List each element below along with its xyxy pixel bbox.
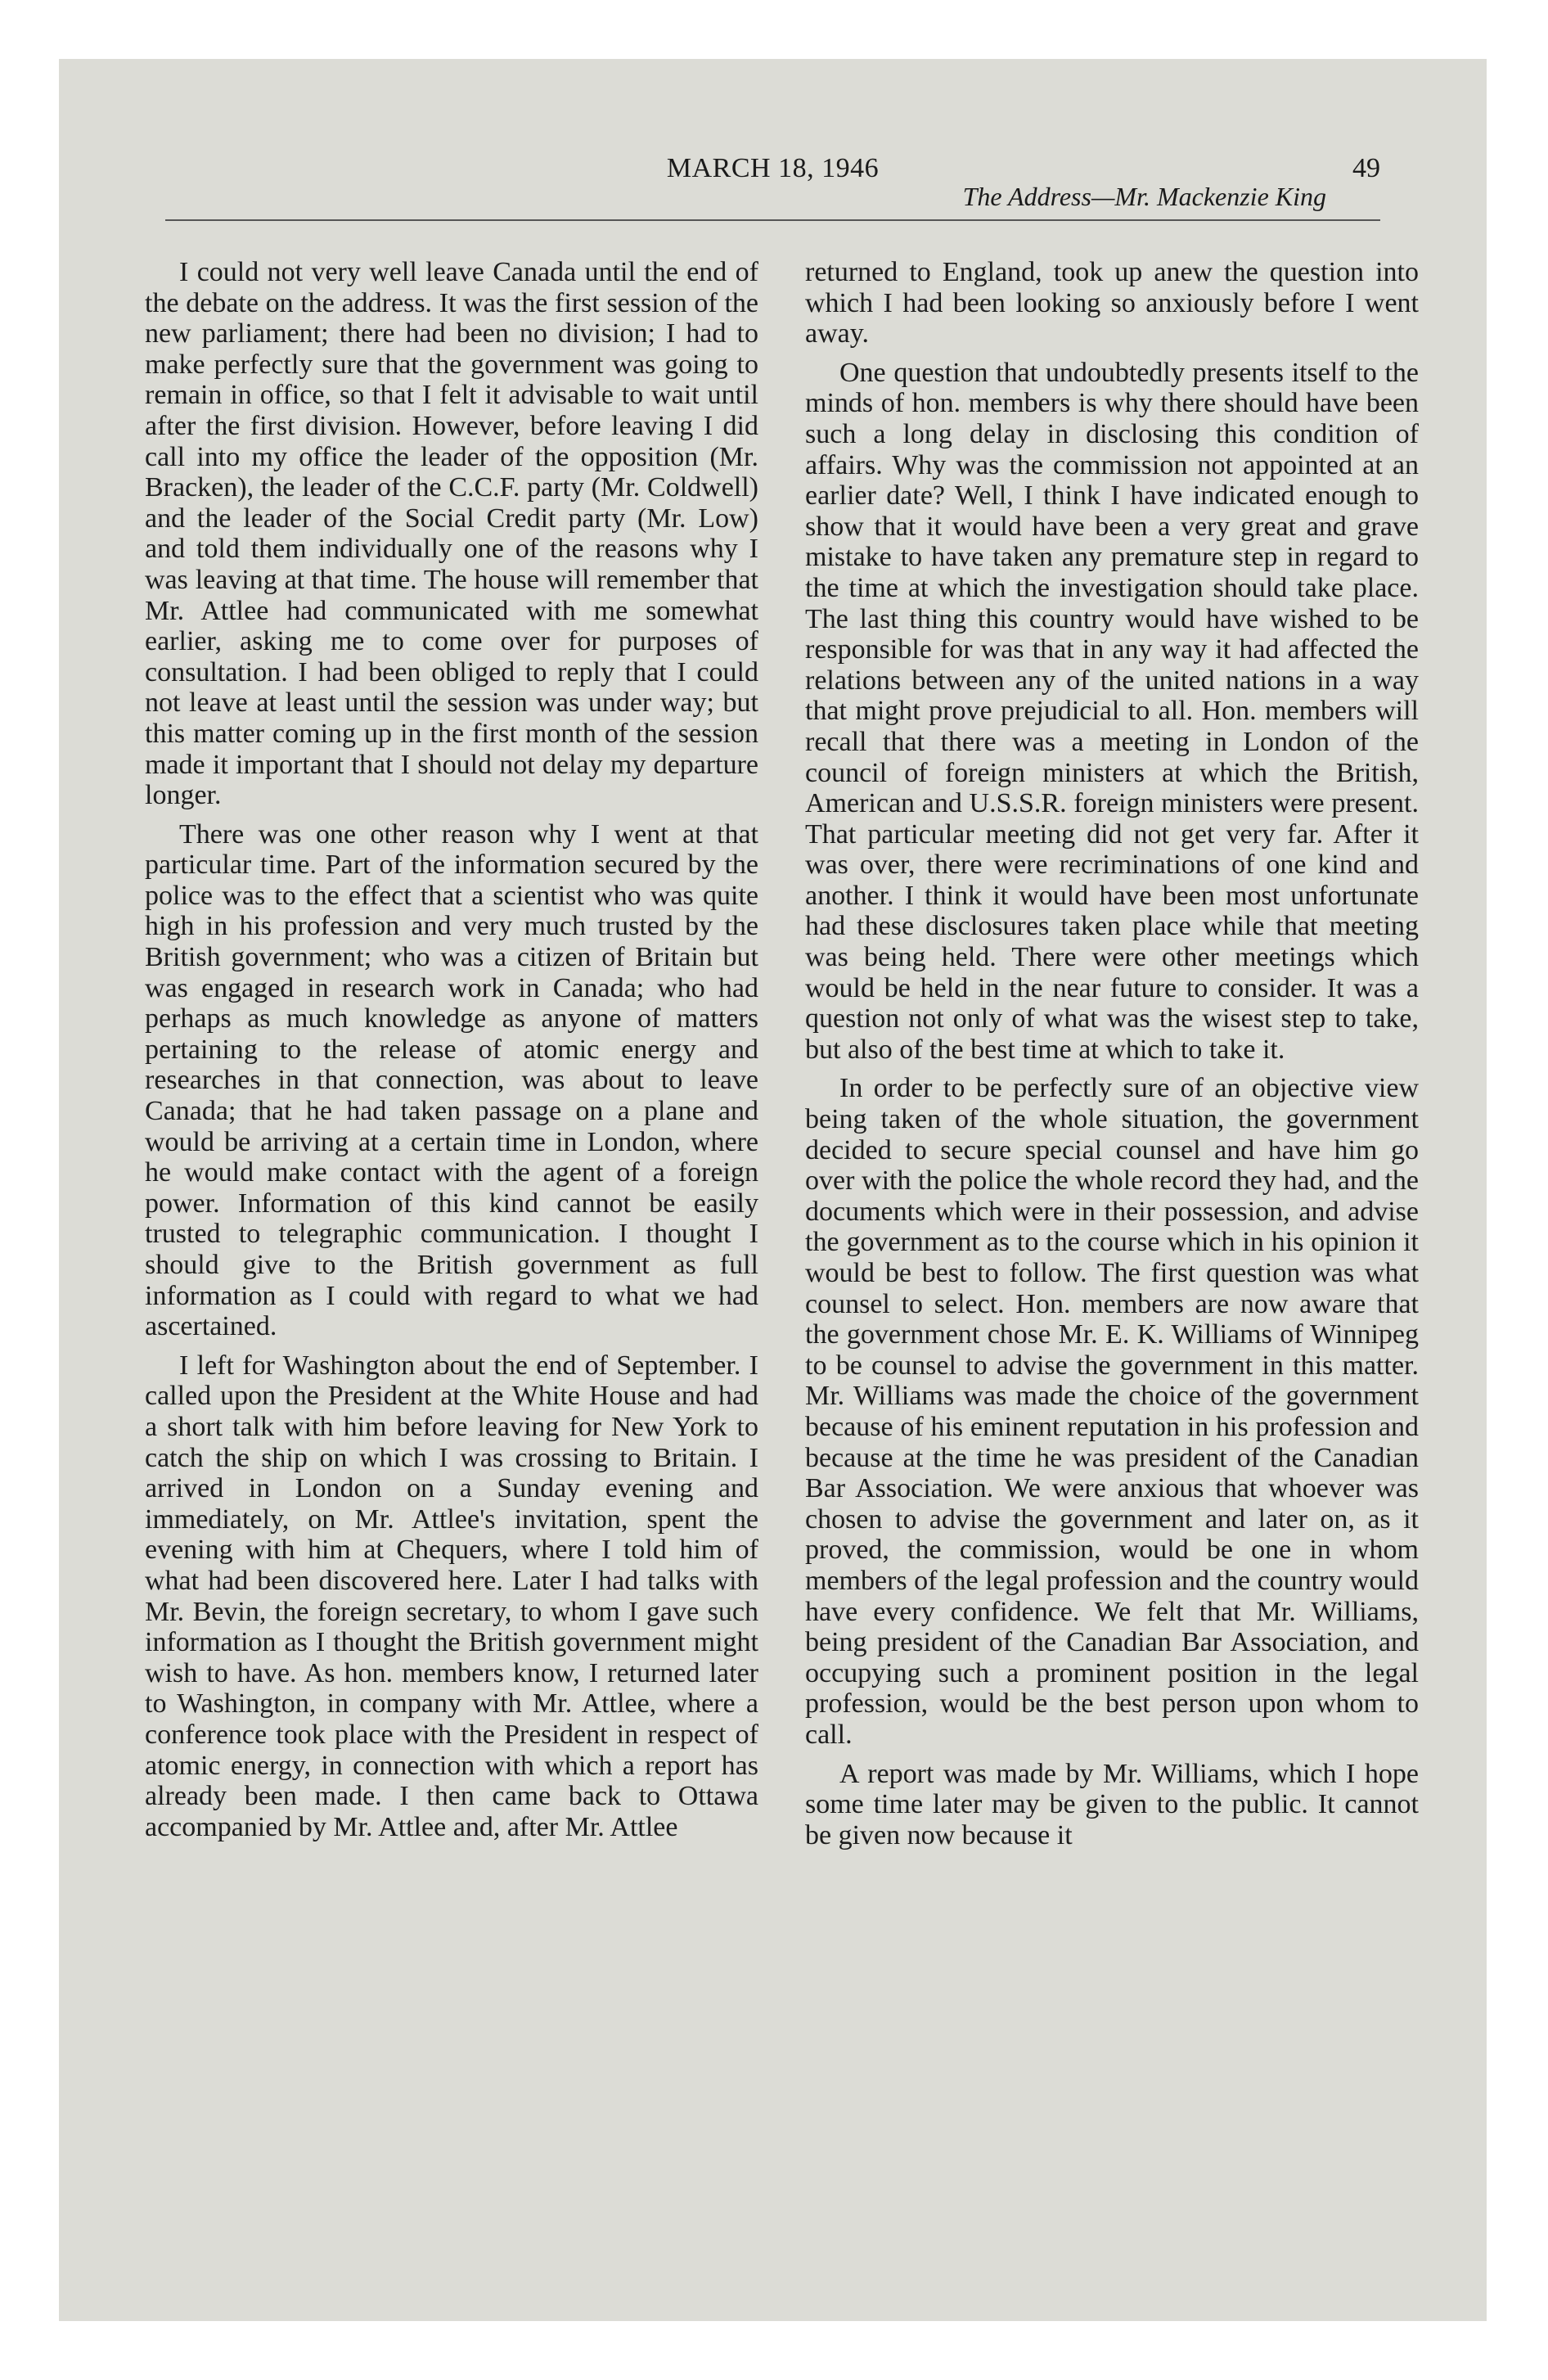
right-column bbox=[805, 257, 1419, 1859]
page-number: 49 bbox=[1352, 153, 1380, 183]
paragraph: In order to be perfectly sure of an objective view being taken of the whole situation, the government decided to secure special counsel and have him go over with the police the whole record they had, and the documents which were in their possession, and advise the government as to the course which in his opinion it would be best to follow. The first question was what counsel to select. Hon. members are now aware that the government chose Mr. E. K. Williams of Winnipeg to be counsel to advise the government in this matter. Mr. Williams was made the choice of the government because of his eminent reputation in his profession and because at the time he was president of the Canadian Bar Association. We were anxious that whoever was chosen to advise the government and later on, as it proved, the commission, would be one in whom members of the legal profession and the country would have every confidence. We felt that Mr. Williams, being president of the Canadian Bar Association, and occupying such a prominent position in the legal profession, would be the best person upon whom to call. bbox=[805, 1073, 1419, 1750]
header-rule bbox=[165, 219, 1380, 221]
left-column bbox=[145, 257, 758, 1850]
paragraph: returned to England, took up anew the question into which I had been looking so anxiously before I went away. bbox=[805, 257, 1419, 349]
paragraph: I could not very well leave Canada until the end of the debate on the address. It was the first session of the new parliament; there had been no division; I had to make perfectly sure that the government was going to remain in office, so that I felt it advisable to wait until after the first division. However, before leaving I did call into my office the leader of the opposition (Mr. Bracken), the leader of the C.C.F. party (Mr. Coldwell) and the leader of the Social Credit party (Mr. Low) and told them individually one of the reasons why I was leaving at that time. The house will remember that Mr. Attlee had communicated with me somewhat earlier, asking me to come over for purposes of consultation. I had been obliged to reply that I could not leave at least until the session was under way; but this matter coming up in the first month of the session made it important that I should not delay my departure longer. bbox=[145, 257, 758, 811]
header-subtitle: The Address—Mr. Mackenzie King bbox=[962, 182, 1326, 211]
paragraph: I left for Washington about the end of September. I called upon the President at the White House and had a short talk with him before leaving for New York to catch the ship on which I was crossing to Britain. I arrived in London on a Sunday evening and immediately, on Mr. Attlee's invitation, spent the evening with him at Chequers, where I told him of what had been discovered here. Later I had talks with Mr. Bevin, the foreign secretary, to whom I gave such information as I thought the British government might wish to have. As hon. members know, I returned later to Washington, in company with Mr. Attlee, where a conference took place with the President in respect of atomic energy, in connection with which a report has already been made. I then came back to Ottawa accompanied by Mr. Attlee and, after Mr. Attlee bbox=[145, 1350, 758, 1842]
paragraph: There was one other reason why I went at that particular time. Part of the information secured by the police was to the effect that a scientist who was quite high in his profession and very much trusted by the British government; who was a citizen of Britain but was engaged in research work in Canada; who had perhaps as much knowledge as anyone of matters pertaining to the release of atomic energy and researches in that connection, was about to leave Canada; that he had taken passage on a plane and would be arriving at a certain time in London, where he would make contact with the agent of a foreign power. Information of this kind cannot be easily trusted to telegraphic communication. I thought I should give to the British government as full information as I could with regard to what we had ascertained. bbox=[145, 818, 758, 1342]
header-date: MARCH 18, 1946 bbox=[666, 153, 880, 183]
paragraph: One question that undoubtedly presents itself to the minds of hon. members is why there should have been such a long delay in disclosing this condition of affairs. Why was the commission not appointed at an earlier date? Well, I think I have indicated enough to show that it would have been a very great and grave mistake to have taken any premature step in regard to the time at which the investigation should take place. The last thing this country would have wished to be responsible for was that in any way it had affected the relations between any of the united nations in a way that might prove prejudicial to all. Hon. members will recall that there was a meeting in London of the council of foreign ministers at which the British, American and U.S.S.R. foreign ministers were present. That particular meeting did not get very far. After it was over, there were recriminations of one kind and another. I think it would have been most unfortunate had these disclosures taken place while that meeting was being held. There were other meetings which would be held in the near future to consider. It was a question not only of what was the wisest step to take, but also of the best time at which to take it. bbox=[805, 357, 1419, 1065]
page bbox=[59, 59, 1487, 2321]
page-header bbox=[59, 59, 1487, 247]
paragraph: A report was made by Mr. Williams, which I hope some time later may be given to the public. It cannot be given now because it bbox=[805, 1758, 1419, 1850]
